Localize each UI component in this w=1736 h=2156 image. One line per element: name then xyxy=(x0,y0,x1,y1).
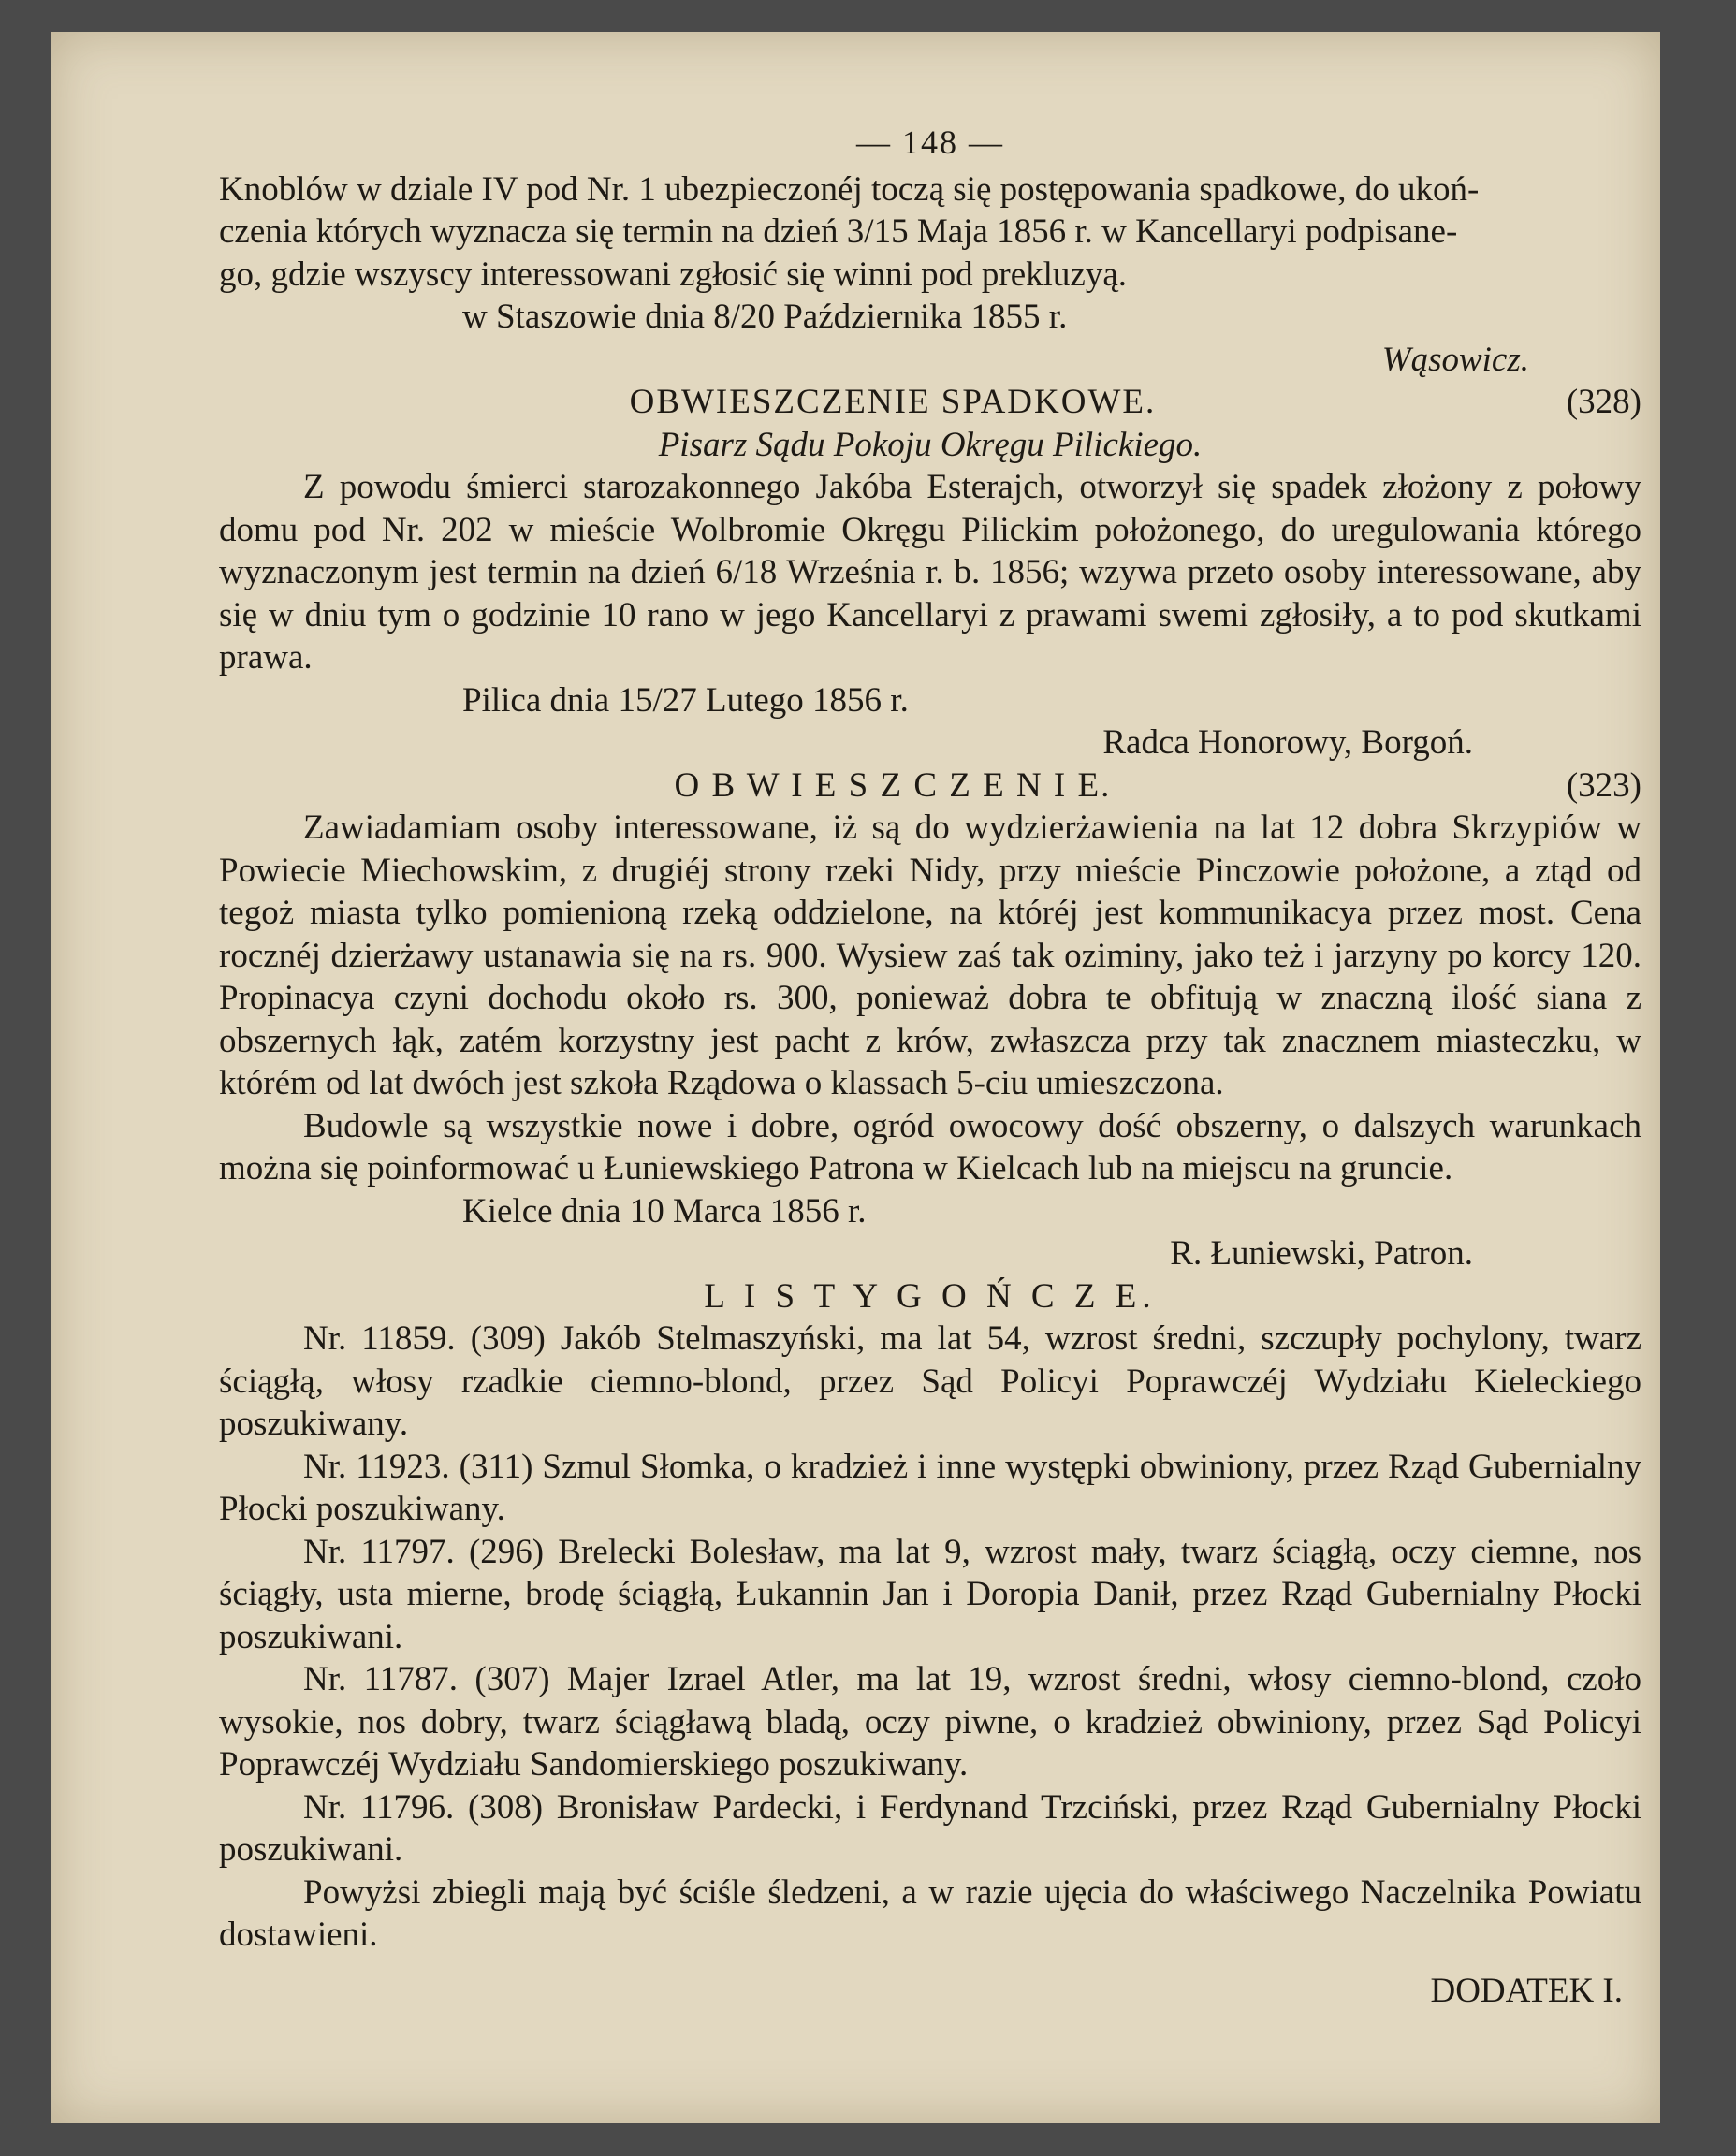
notice-2-signature: R. Łuniewski, Patron. xyxy=(1170,1234,1473,1273)
notice-2-number: (323) xyxy=(1566,765,1641,805)
newspaper-page xyxy=(51,32,1660,2123)
listy-entry-6: Powyżsi zbiegli mają być ściśle śledzeni, a w razie ujęcia do właściwego Naczelnika Powiatu dostawieni. xyxy=(219,1872,1641,1954)
paragraph-1-line-1: Knoblów w dziale IV pod Nr. 1 ubezpieczonéj toczą się postępowania spadkowe, do ukoń- xyxy=(219,169,1480,209)
footer-mark: DODATEK I. xyxy=(1430,1971,1623,2010)
listy-entry-3: Nr. 11797. (296) Brelecki Bolesław, ma lat 9, wzrost mały, twarz ściągłą, oczy ciemne, nos ściągły, usta mierne, brodę ściągłą, Łukannin Jan i Doropia Danił, przez Rząd Gubernialny Płocki poszukiwani. xyxy=(219,1532,1641,1656)
notice-1-signature: Radca Honorowy, Borgoń. xyxy=(1102,723,1473,762)
notice-1-title: OBWIESZCZENIE SPADKOWE. xyxy=(629,383,1157,421)
notice-2-body-1: Zawiadamiam osoby interessowane, iż są do wydzierżawienia na lat 12 dobra Skrzypiów w Powiecie Miechowskim, z drugiéj strony rzeki Nidy, przy mieście Pinczowie położone, a ztąd od tegoż miasta tylko pomienioną rzeką oddzielone, na któréj jest kommunikacya przez most. Cena rocznéj dzierżawy ustanawia się na rs. 900. Wysiew zaś tak oziminy, jako też i jarzyny po korcy 120. Propinacya czyni dochodu około rs. 300, ponieważ dobra te obfitują w znaczną ilość siana z obszernych łąk, zatém korzystny jest pacht z krów, zwłaszcza przy tak znacznem miasteczku, w którém od lat dwóch jest szkoła Rządowa o klassach 5-ciu umieszczona. xyxy=(219,808,1641,1102)
place-date-1: w Staszowie dnia 8/20 Października 1855 r. xyxy=(462,298,1068,336)
notice-1-heading xyxy=(219,381,1641,424)
listy-entry-5: Nr. 11796. (308) Bronisław Pardecki, i Ferdynand Trzciński, przez Rząd Gubernialny Płocki poszukiwani. xyxy=(219,1787,1641,1869)
notice-1-place-date: Pilica dnia 15/27 Lutego 1856 r. xyxy=(462,680,909,720)
paragraph-1-line-3: go, gdzie wszyscy interessowani zgłosić się winni pod prekluzyą. xyxy=(219,255,1127,294)
signature-1: Wąsowicz. xyxy=(1381,340,1529,379)
listy-entry-2: Nr. 11923. (311) Szmul Słomka, o kradzież i inne występki obwiniony, przez Rząd Gubernialny Płocki poszukiwany. xyxy=(219,1447,1641,1528)
notice-2-body-2: Budowle są wszystkie nowe i dobre, ogród owocowy dość obszerny, o dalszych warunkach można się poinformować u Łuniewskiego Patrona w Kielcach lub na miejscu na gruncie. xyxy=(219,1106,1641,1187)
notice-2-heading xyxy=(219,765,1641,808)
page-number: — 148 — xyxy=(856,124,1004,161)
listy-entry-1: Nr. 11859. (309) Jakób Stelmaszyński, ma lat 54, wzrost średni, szczupły pochylony, twarz ściągłą, włosy rzadkie ciemno-blond, przez Sąd Policyi Poprawczéj Wydziału Kieleckiego poszukiwany. xyxy=(219,1319,1641,1443)
notice-2-title: O B W I E S Z C Z E N I E. xyxy=(674,765,1112,805)
listy-entry-4: Nr. 11787. (307) Majer Izrael Atler, ma lat 19, wzrost średni, włosy ciemno-blond, czoło wysokie, nos dobry, twarz ściągławą bladą, oczy piwne, o kradzież obwiniony, przez Sąd Policyi Poprawczéj Wydziału Sandomierskiego poszukiwany. xyxy=(219,1660,1641,1784)
page-text xyxy=(219,122,1641,2012)
listy-title: L I S T Y G O Ń C Z E. xyxy=(704,1276,1157,1316)
notice-2-place-date: Kielce dnia 10 Marca 1856 r. xyxy=(462,1191,867,1231)
notice-1-number: (328) xyxy=(1566,383,1641,421)
notice-1-subtitle: Pisarz Sądu Pokoju Okręgu Pilickiego. xyxy=(658,425,1203,464)
notice-1-body: Z powodu śmierci starozakonnego Jakóba Esterajch, otworzył się spadek złożony z połowy domu pod Nr. 202 w mieście Wolbromie Okręgu Pilickim położonego, do uregulowania którego wyznaczonym jest termin na dzień 6/18 Września r. b. 1856; wzywa przeto osoby interessowane, aby się w dniu tym o godzinie 10 rano w jego Kancellaryi z prawami swemi zgłosiły, a to pod skutkami prawa. xyxy=(219,468,1641,677)
paragraph-1-line-2: czenia których wyznacza się termin na dzień 3/15 Maja 1856 r. w Kancellaryi podpisane- xyxy=(219,212,1458,251)
